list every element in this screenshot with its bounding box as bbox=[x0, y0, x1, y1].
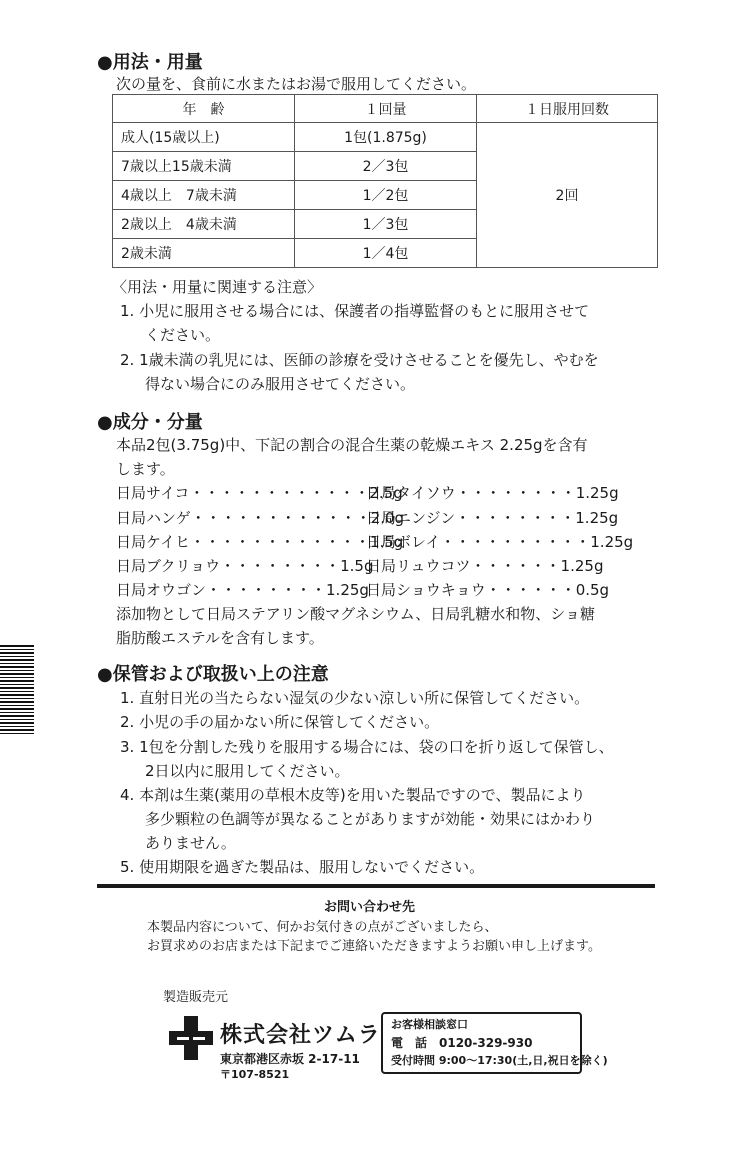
usage-note-line: ください。 bbox=[145, 326, 221, 344]
ingredient-item: 日局ショウキョウ・・・・・・0.5g bbox=[366, 581, 610, 599]
age-cell: 2歳未満 bbox=[113, 239, 295, 268]
section-divider bbox=[97, 884, 655, 888]
company-name: 株式会社ツムラ bbox=[220, 1023, 381, 1048]
ingredient-item: 日局ハンゲ・・・・・・・・・・・・2.0g bbox=[116, 509, 405, 527]
support-phone: 電 話 0120-329-930 bbox=[391, 1036, 533, 1050]
ingredients-heading: ●成分・分量 bbox=[97, 412, 203, 433]
ingredient-item: 日局ケイヒ・・・・・・・・・・・・1.5g bbox=[116, 533, 404, 551]
customer-support-box bbox=[381, 1012, 608, 1074]
usage-note-line: 得ない場合にのみ服用させてください。 bbox=[145, 375, 416, 393]
usage-intro: 次の量を、食前に水またはお湯で服用してください。 bbox=[116, 75, 477, 93]
dose-cell: 1／2包 bbox=[295, 181, 477, 210]
header-dose: １回量 bbox=[295, 95, 477, 123]
storage-line: 多少顆粒の色調等が異なることがありますが効能・効果にはかわり bbox=[145, 810, 596, 828]
age-cell: 7歳以上15歳未満 bbox=[113, 152, 295, 181]
storage-line: 2. 小児の手の届かない所に保管してください。 bbox=[120, 713, 440, 731]
usage-notes-title: 〈用法・用量に関連する注意〉 bbox=[112, 278, 323, 296]
storage-heading: ●保管および取扱い上の注意 bbox=[97, 664, 329, 685]
ingredient-item: 日局ニンジン・・・・・・・・1.25g bbox=[366, 509, 619, 527]
age-cell: 2歳以上 4歳未満 bbox=[113, 210, 295, 239]
company-address: 東京都港区赤坂 2-17-11 bbox=[220, 1052, 360, 1066]
ingredient-item: 日局リュウコツ・・・・・・1.25g bbox=[366, 557, 604, 575]
usage-note-line: 1. 小児に服用させる場合には、保護者の指導監督のもとに服用させて bbox=[120, 302, 590, 320]
company-zip: 〒107-8521 bbox=[220, 1068, 290, 1081]
times-cell: 2回 bbox=[477, 123, 658, 268]
ingredient-item: 日局ボレイ・・・・・・・・・・1.25g bbox=[366, 533, 634, 551]
age-cell: 4歳以上 7歳未満 bbox=[113, 181, 295, 210]
storage-line: 4. 本剤は生薬(薬用の草根木皮等)を用いた製品ですので、製品により bbox=[120, 786, 586, 804]
ingredient-item: 日局サイコ・・・・・・・・・・・・2.5g bbox=[116, 484, 403, 502]
maker-label: 製造販売元 bbox=[163, 990, 229, 1005]
header-age: 年 齢 bbox=[113, 95, 295, 123]
barcode-strip bbox=[0, 645, 34, 735]
ingredients-intro: します。 bbox=[116, 460, 175, 478]
additives-line: 脂肪酸エステルを含有します。 bbox=[116, 629, 324, 647]
contact-title: お問い合わせ先 bbox=[324, 900, 416, 915]
usage-note-line: 2. 1歳未満の乳児には、医師の診療を受けさせることを優先し、やむを bbox=[120, 351, 599, 369]
additives-line: 添加物として日局ステアリン酸マグネシウム、日局乳糖水和物、ショ糖 bbox=[116, 605, 595, 623]
dose-cell: 1包(1.875g) bbox=[295, 123, 477, 152]
storage-line: 5. 使用期限を過ぎた製品は、服用しないでください。 bbox=[120, 858, 485, 876]
tsumura-cross-logo-icon bbox=[167, 1014, 215, 1062]
ingredients-intro: 本品2包(3.75g)中、下記の割合の混合生薬の乾燥エキス 2.25gを含有 bbox=[116, 436, 588, 454]
storage-line: 2日以内に服用してください。 bbox=[145, 762, 350, 780]
usage-heading: ●用法・用量 bbox=[97, 52, 203, 73]
table-row bbox=[113, 123, 658, 152]
support-hours: 受付時間 9:00〜17:30(土,日,祝日を除く) bbox=[391, 1054, 608, 1067]
support-title: お客様相談窓口 bbox=[391, 1018, 468, 1031]
contact-line: 本製品内容について、何かお気付きの点がございましたら、 bbox=[147, 920, 498, 935]
dosage-table bbox=[112, 94, 658, 268]
ingredient-item: 日局オウゴン・・・・・・・・1.25g bbox=[116, 581, 369, 599]
contact-line: お買求めのお店または下記までご連絡いただきますようお願い申し上げます。 bbox=[147, 939, 601, 954]
dose-cell: 1／4包 bbox=[295, 239, 477, 268]
storage-line: 1. 直射日光の当たらない湿気の少ない涼しい所に保管してください。 bbox=[120, 689, 590, 707]
ingredient-item: 日局タイソウ・・・・・・・・1.25g bbox=[366, 484, 619, 502]
dose-cell: 1／3包 bbox=[295, 210, 477, 239]
header-times: １日服用回数 bbox=[477, 95, 658, 123]
storage-line: 3. 1包を分割した残りを服用する場合には、袋の口を折り返して保管し、 bbox=[120, 738, 614, 756]
dose-cell: 2／3包 bbox=[295, 152, 477, 181]
storage-line: ありません。 bbox=[145, 834, 236, 852]
dosage-table-header bbox=[113, 95, 658, 123]
ingredient-item: 日局ブクリョウ・・・・・・・・1.5g bbox=[116, 557, 374, 575]
age-cell: 成人(15歳以上) bbox=[113, 123, 295, 152]
